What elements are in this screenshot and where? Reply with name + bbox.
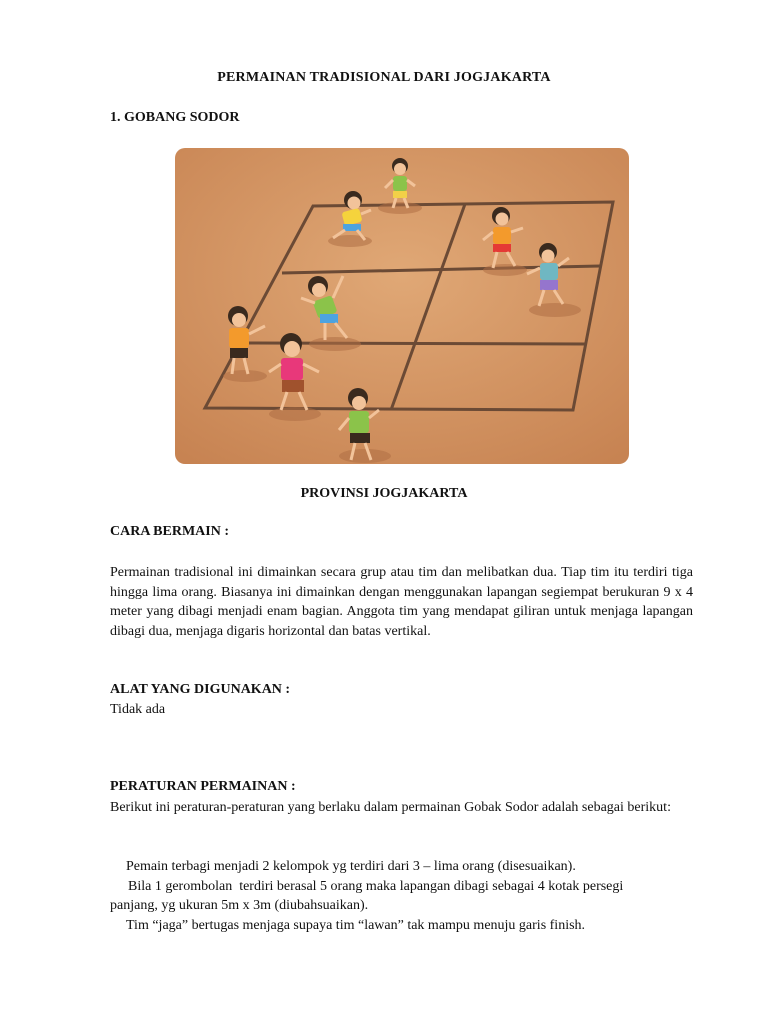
rule-item: Tim “jaga” bertugas menjaga supaya tim “lawan” tak mampu menuju garis finish. [126, 918, 586, 933]
equipment-heading: ALAT YANG DIGUNAKAN : [110, 682, 291, 697]
rule-item: Pemain terbagi menjadi 2 kelompok yg terdiri dari 3 – lima orang (disesuaikan). [126, 859, 576, 874]
section-heading: 1. GOBANG SODOR [110, 110, 240, 125]
how-to-play-heading: CARA BERMAIN : [110, 524, 229, 539]
rules-intro: Berikut ini peraturan-peraturan yang berlaku dalam permainan Gobak Sodor adalah sebagai berikut: [110, 800, 671, 815]
document-title: PERMAINAN TRADISIONAL DARI JOGJAKARTA [217, 70, 551, 85]
court-drawing [175, 148, 629, 464]
figure-caption: PROVINSI JOGJAKARTA [300, 486, 468, 501]
rule-item: Bila 1 gerombolan terdiri berasal 5 orang maka lapangan dibagi sebagai 4 kotak persegi [128, 879, 624, 894]
equipment-value: Tidak ada [110, 702, 166, 717]
how-to-play-paragraph: Permainan tradisional ini dimainkan secara grup atau tim dan melibatkan dua. Tiap tim itu terdiri tiga hingga lima orang. Biasanya ini dimainkan dengan menggunakan lapangan segiempat berukuran 9 x 4 meter yang dibagi menjadi enam bagian. Anggota tim yang mendapat giliran untuk menjaga lapangan dibagi dua, menjaga digaris horizontal dan batas vertikal. [110, 565, 693, 639]
rule-item-continuation: panjang, yg ukuran 5m x 3m (diubahsuaikan). [110, 898, 369, 913]
rules-heading: PERATURAN PERMAINAN : [110, 779, 296, 794]
gobak-sodor-illustration [175, 148, 629, 464]
